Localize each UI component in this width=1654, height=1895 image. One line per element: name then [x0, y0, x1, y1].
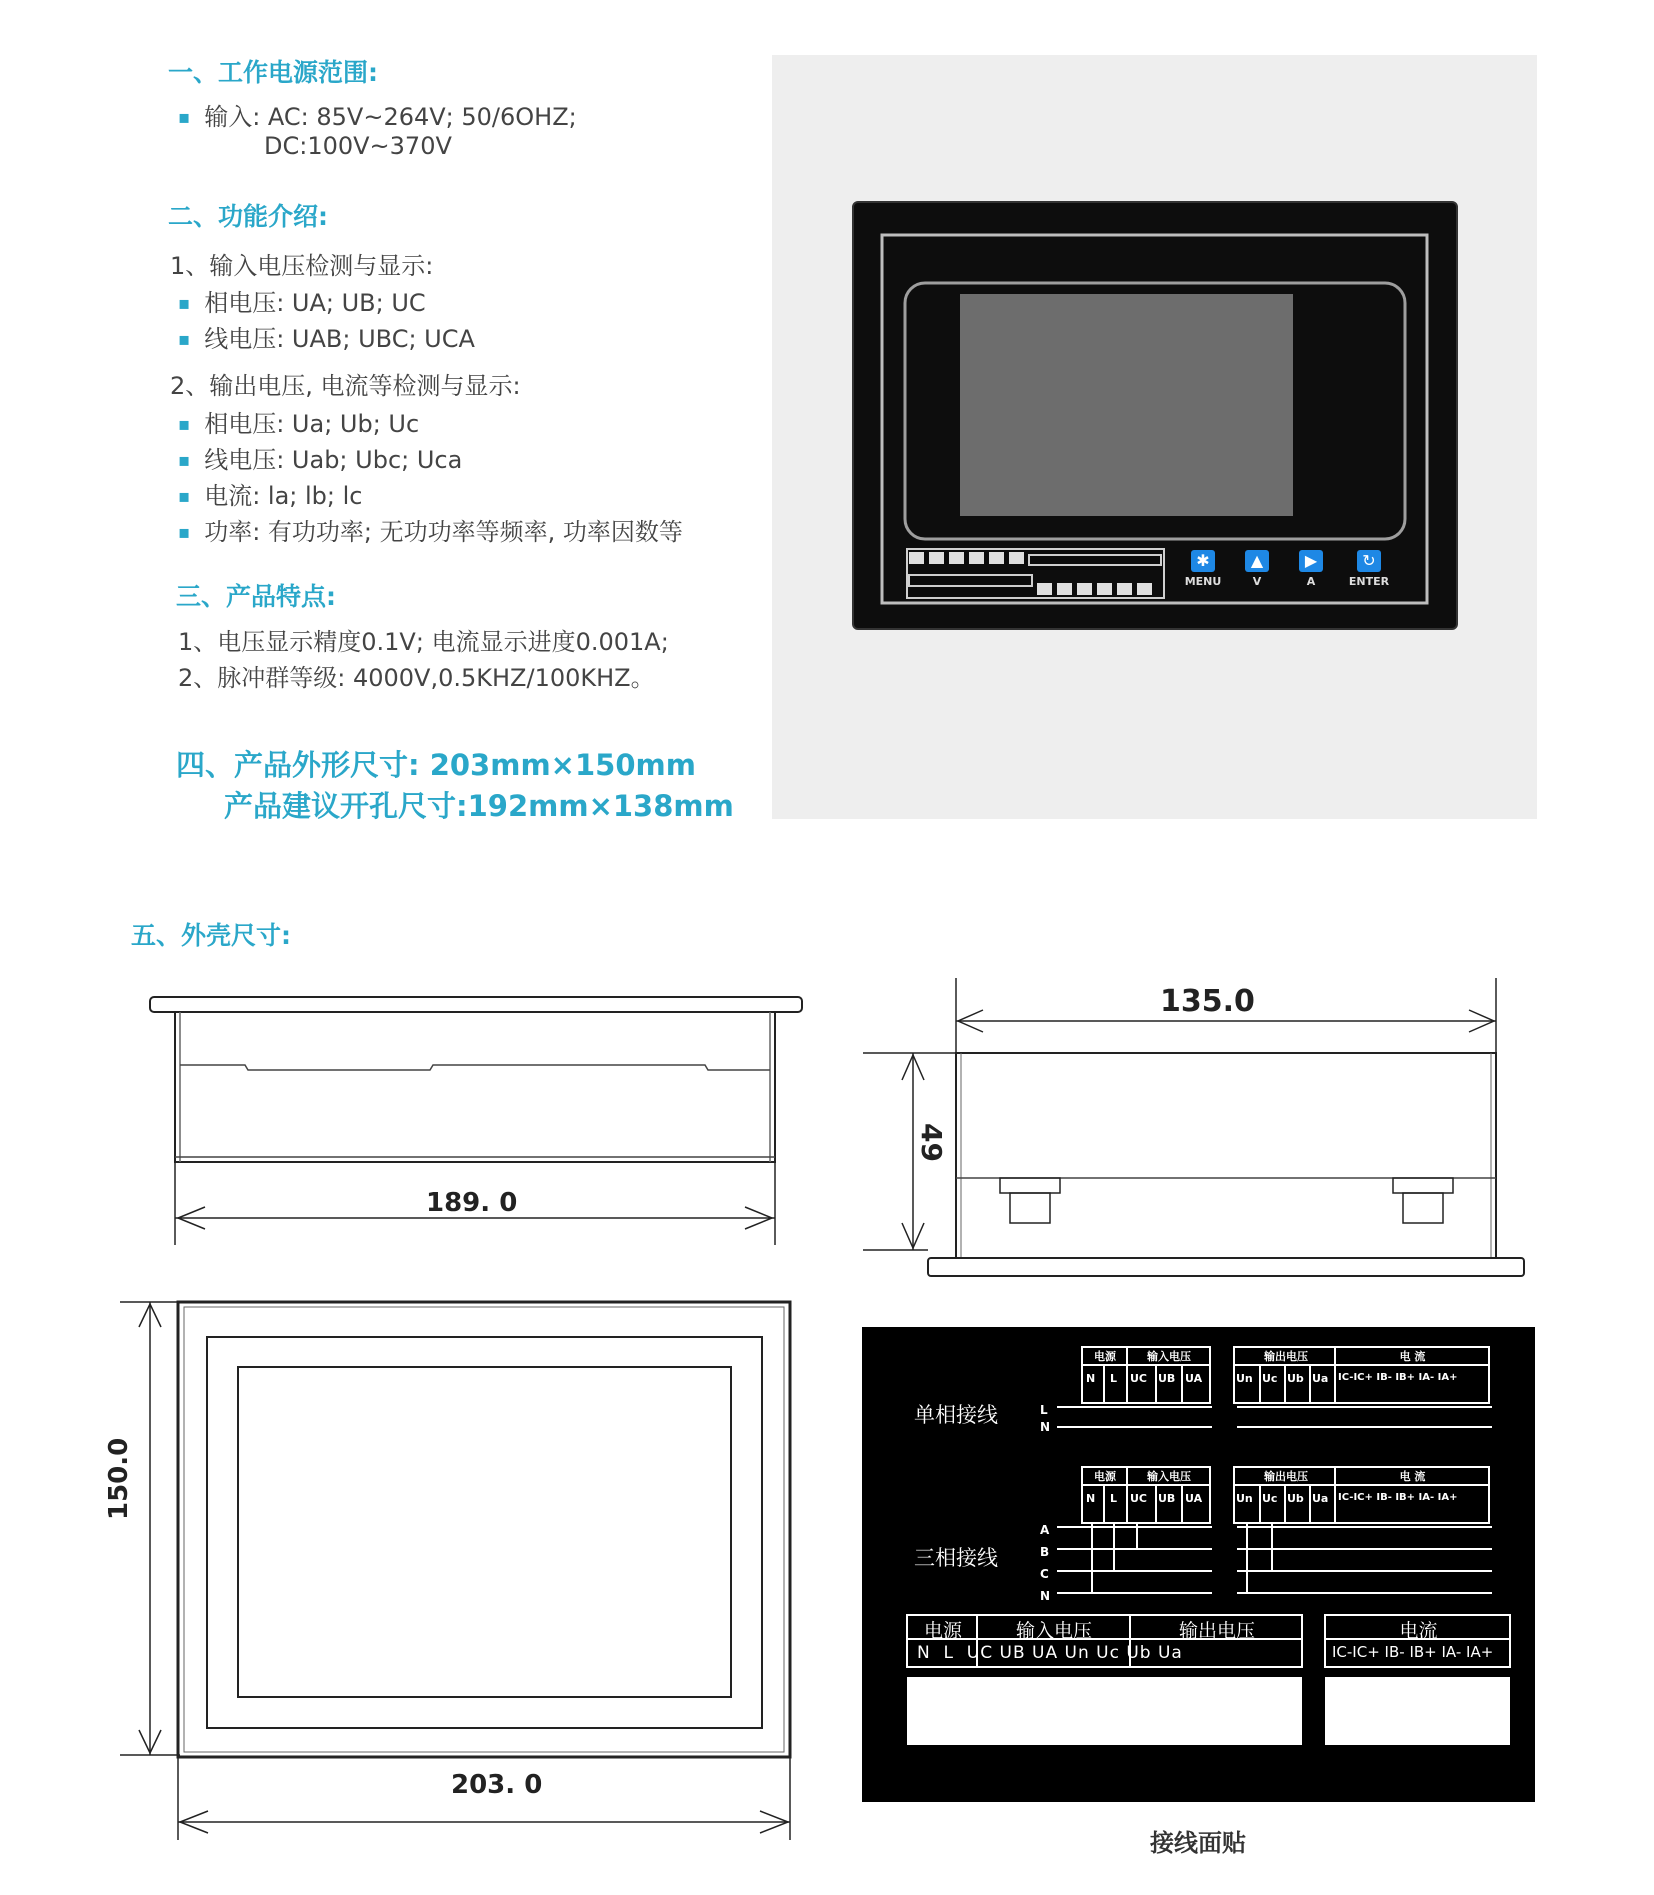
power-input-line: ▪ 输入: AC: 85V~264V; 50/6OHZ;	[178, 97, 577, 132]
single-phase-line-labels	[1040, 1402, 1050, 1436]
terminal-current-labels: IC-IC+ IB- IB+ IA- IA+	[1338, 1492, 1458, 1503]
header-current: 电 流	[1399, 1470, 1426, 1483]
terminal-label: Uc	[1262, 1492, 1278, 1505]
section-1-title: 一、工作电源范围:	[168, 58, 378, 87]
dim-side-width: 135.0	[1160, 984, 1255, 1019]
feature-group-2: 2、输出电压, 电流等检测与显示:	[170, 372, 521, 400]
wiring-panel	[862, 1327, 1535, 1802]
spec-item: 2、脉冲群等级: 4000V,0.5KHZ/100KHZ。	[178, 664, 655, 692]
dim-side-height: 49	[914, 1123, 948, 1162]
line-label: B	[1040, 1545, 1050, 1559]
terminal-label: UA	[1185, 1372, 1203, 1385]
line-label: L	[1040, 1403, 1048, 1417]
a-key[interactable]	[1285, 550, 1337, 588]
terminal-label: Un	[1236, 1492, 1253, 1505]
terminal-label: L	[1110, 1372, 1118, 1385]
bottom-terminal-row: N L UC UB UA Un Uc Ub Ua	[917, 1643, 1183, 1663]
return-icon: ↻	[1357, 550, 1381, 572]
section-3-title: 三、产品特点:	[176, 582, 336, 611]
header-output: 输出电压	[1264, 1350, 1308, 1363]
key-label: V	[1252, 575, 1262, 588]
power-dc-line: DC:100V~370V	[264, 132, 452, 160]
terminal-label: UB	[1158, 1492, 1176, 1505]
terminal-label: UC	[1130, 1372, 1148, 1385]
bottom-header-input: 输入电压	[1015, 1620, 1092, 1642]
bottom-header-current: 电流	[1399, 1620, 1438, 1642]
gear-icon: ✱	[1191, 550, 1215, 572]
feature-item: ▪ 线电压: Uab; Ubc; Uca	[178, 440, 462, 475]
arrow-right-icon: ▶	[1299, 550, 1323, 572]
terminal-label: L	[1110, 1492, 1118, 1505]
terminal-label: N	[1086, 1492, 1096, 1505]
section-5-title: 五、外壳尺寸:	[131, 921, 291, 950]
terminal-label: N	[1086, 1372, 1096, 1385]
arrow-up-icon: ▲	[1245, 550, 1269, 572]
header-power: 电源	[1094, 1350, 1116, 1363]
feature-item: ▪ 功率: 有功功率; 无功功率等频率, 功率因数等	[178, 512, 683, 547]
terminal-label: Ua	[1312, 1372, 1329, 1385]
line-label: N	[1040, 1420, 1051, 1434]
bottom-current-row: IC-IC+ IB- IB+ IA- IA+	[1332, 1643, 1494, 1661]
menu-key[interactable]	[1177, 550, 1229, 588]
terminal-label: Ub	[1287, 1492, 1304, 1505]
dim-face-height: 150.0	[104, 1437, 134, 1520]
wiring-panel-caption: 接线面贴	[1150, 1829, 1246, 1857]
line-label: C	[1040, 1567, 1049, 1581]
three-phase-line-labels	[1040, 1519, 1050, 1607]
header-output: 输出电压	[1264, 1470, 1308, 1483]
enter-key[interactable]	[1339, 550, 1399, 588]
terminal-label: Ub	[1287, 1372, 1304, 1385]
top-view-drawing	[140, 985, 820, 1260]
header-power: 电源	[1094, 1470, 1116, 1483]
feature-group-1: 1、输入电压检测与显示:	[170, 252, 434, 280]
terminal-label: UC	[1130, 1492, 1148, 1505]
section-4-line-1: 四、产品外形尺寸: 203mm×150mm	[176, 748, 696, 782]
bottom-header-power: 电源	[923, 1620, 962, 1642]
terminal-label: Ua	[1312, 1492, 1329, 1505]
feature-item: ▪ 相电压: Ua; Ub; Uc	[178, 404, 419, 439]
line-label: A	[1040, 1523, 1050, 1537]
terminal-label: UA	[1185, 1492, 1203, 1505]
device-keypad	[1177, 550, 1417, 600]
feature-item: ▪ 线电压: UAB; UBC; UCA	[178, 319, 475, 354]
key-label: ENTER	[1348, 575, 1390, 588]
front-face-drawing	[120, 1295, 820, 1850]
feature-item: ▪ 电流: la; lb; lc	[178, 476, 363, 511]
device-front-illustration	[772, 55, 1537, 819]
header-input: 输入电压	[1147, 1350, 1191, 1363]
feature-item: ▪ 相电压: UA; UB; UC	[178, 283, 426, 318]
section-4-line-2: 产品建议开孔尺寸:192mm×138mm	[224, 789, 734, 823]
v-key[interactable]	[1231, 550, 1283, 588]
spec-item: 1、电压显示精度0.1V; 电流显示进度0.001A;	[178, 628, 669, 656]
product-photo	[772, 55, 1537, 819]
terminal-current-labels: IC-IC+ IB- IB+ IA- IA+	[1338, 1372, 1458, 1383]
bottom-header-output: 输出电压	[1178, 1620, 1255, 1642]
single-phase-label: 单相接线	[914, 1403, 998, 1427]
key-label: MENU	[1184, 575, 1222, 588]
terminal-label: Un	[1236, 1372, 1253, 1385]
dim-face-width: 203. 0	[451, 1770, 543, 1800]
three-phase-label: 三相接线	[914, 1546, 998, 1570]
key-label: A	[1306, 575, 1316, 588]
header-input: 输入电压	[1147, 1470, 1191, 1483]
section-2-title: 二、功能介绍:	[168, 202, 328, 231]
line-label: N	[1040, 1589, 1051, 1603]
terminal-label: Uc	[1262, 1372, 1278, 1385]
header-current: 电 流	[1399, 1350, 1426, 1363]
dim-front-width: 189. 0	[426, 1188, 518, 1218]
terminal-label: UB	[1158, 1372, 1176, 1385]
